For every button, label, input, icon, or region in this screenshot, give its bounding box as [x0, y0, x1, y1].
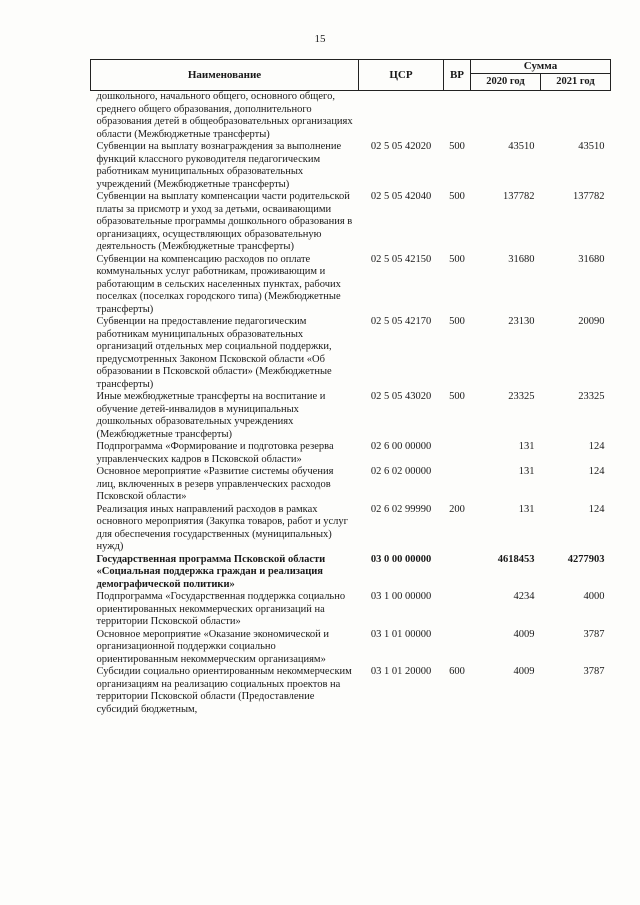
row-sum-2020: 131: [518, 466, 535, 477]
row-name: дошкольного, начального общего, основного общего, среднего общего образования, дополнительного образования детей в общеобразовательных организациях области (Межбюджетные трансферты): [96, 91, 353, 140]
row-name: Основное мероприятие «Оказание экономической и организационной поддержки социально ориентированным некоммерческим организациям»: [96, 628, 330, 665]
row-csr: [359, 91, 444, 142]
row-sum-2021: 4277903: [567, 553, 605, 565]
budget-table: [90, 59, 611, 716]
row-sum-2020: 43510: [508, 141, 535, 152]
row-sum-2020: 4234: [513, 591, 535, 602]
row-vr: 500: [449, 253, 465, 265]
table-row: [91, 466, 611, 504]
row-vr: 500: [449, 191, 465, 202]
row-vr: [444, 629, 471, 667]
row-sum-2021: 31680: [578, 253, 605, 265]
table-row: [91, 591, 611, 629]
row-csr: 03 1 01 00000: [370, 628, 432, 640]
table-row: [91, 391, 611, 441]
row-csr: 02 6 00 00000: [370, 441, 432, 452]
row-sum-2020: 31680: [508, 253, 535, 265]
row-sum-2021: 4000: [583, 591, 605, 602]
row-name: Иные межбюджетные трансферты на воспитание и обучение детей-инвалидов в муниципальных дошкольных образовательных учреждениях (Межбюджетные трансферты): [96, 391, 326, 440]
row-sum-2020: 137782: [503, 191, 535, 202]
row-sum-2021: 124: [588, 441, 605, 452]
row-vr: 600: [449, 666, 465, 677]
row-sum-2021: 124: [588, 466, 605, 477]
row-csr: 02 5 05 42150: [370, 253, 432, 265]
row-sum-2020: 4618453: [497, 553, 535, 565]
table-row: [91, 666, 611, 716]
row-name: Основное мероприятие «Развитие системы обучения лиц, включенных в резерв управленческих расходов Псковской области»: [96, 466, 334, 502]
row-vr: [444, 591, 471, 629]
table-row: [91, 191, 611, 254]
row-sum-2020: 131: [518, 441, 535, 452]
row-name: Реализация иных направлений расходов в рамках основного мероприятия (Закупка товаров, работ и услуг для обеспечения государственных (муниципальных) нужд): [96, 503, 348, 552]
table-body: [91, 91, 611, 717]
row-name: Субвенции на выплату вознаграждения за выполнение функций классного руководителя педагогическим работникам муниципальных образовательных учреждений (Межбюджетные трансферты): [96, 141, 342, 190]
row-vr: 200: [449, 503, 465, 515]
header-name: Наименование: [91, 60, 359, 91]
row-vr: 500: [449, 316, 465, 327]
row-vr: [444, 466, 471, 504]
row-sum-2021: [541, 91, 611, 142]
row-name: Субсидии социально ориентированным некоммерческим организациям на реализацию социальных проектов на территории Псковской области (Предоставление субсидий бюджетным,: [96, 666, 352, 715]
table-row: [91, 441, 611, 466]
table-row: [91, 91, 611, 142]
table-row: [91, 554, 611, 592]
row-name: Субвенции на предоставление педагогическим работникам муниципальных образовательных организаций отдельных мер социальной поддержки, предусмотренных Законом Псковской области «Об образовании в Псковской области» (Межбюджетные трансферты): [96, 316, 332, 390]
row-name: Субвенции на компенсацию расходов по оплате коммунальных услуг работникам, проживающим и работающим в сельских населенных пунктах, рабочих поселках (поселках городского типа) (Межбюджетные трансферты): [96, 253, 341, 315]
row-csr: 02 5 05 42170: [370, 316, 432, 327]
row-sum-2020: 4009: [513, 628, 535, 640]
row-csr: 02 5 05 42020: [370, 141, 432, 152]
table-row: [91, 504, 611, 554]
row-sum-2020: 23325: [508, 391, 535, 402]
row-csr: 02 5 05 43020: [370, 391, 432, 402]
row-csr: 02 6 02 00000: [370, 466, 432, 477]
budget-table-container: [90, 59, 610, 716]
row-sum-2021: 43510: [578, 141, 605, 152]
table-row: [91, 141, 611, 191]
row-sum-2020: 4009: [513, 666, 535, 677]
row-sum-2021: 3787: [583, 666, 605, 677]
row-csr: 03 1 01 20000: [370, 666, 432, 677]
row-sum-2020: 131: [518, 503, 535, 515]
page-number: 15: [314, 33, 326, 45]
row-sum-2020: [471, 91, 541, 142]
header-csr: ЦСР: [359, 60, 444, 91]
row-sum-2020: 23130: [508, 316, 535, 327]
row-vr: [444, 554, 471, 592]
row-name: Государственная программа Псковской области «Социальная поддержка граждан и реализация демографической политики»: [96, 553, 326, 590]
row-vr: [444, 441, 471, 466]
row-csr: 02 5 05 42040: [370, 191, 432, 202]
header-vr: ВР: [444, 60, 471, 91]
row-vr: 500: [449, 141, 465, 152]
row-sum-2021: 137782: [573, 191, 605, 202]
header-year-2020: 2020 год: [471, 73, 541, 90]
row-sum-2021: 20090: [578, 316, 605, 327]
row-csr: 03 1 00 00000: [370, 591, 432, 602]
header-sum: Сумма: [471, 60, 611, 74]
row-csr: 02 6 02 99990: [370, 503, 432, 515]
row-name: Подпрограмма «Формирование и подготовка резерва управленческих кадров в Псковской области»: [96, 441, 334, 465]
table-row: [91, 254, 611, 317]
row-vr: 500: [449, 391, 465, 402]
row-name: Субвенции на выплату компенсации части родительской платы за присмотр и уход за детьми, осваивающими образовательные программы дошкольного образования в организациях, осуществляющих образовательную деятельность (Межбюджетные трансферты): [96, 191, 353, 252]
table-row: [91, 629, 611, 667]
row-sum-2021: 3787: [583, 628, 605, 640]
table-header: [91, 60, 611, 91]
table-row: [91, 316, 611, 391]
row-vr: [444, 91, 471, 142]
header-year-2021: 2021 год: [541, 73, 611, 90]
row-sum-2021: 23325: [578, 391, 605, 402]
row-name: Подпрограмма «Государственная поддержка социально ориентированных некоммерческих организаций на территории Псковской области»: [96, 591, 346, 627]
row-csr: 03 0 00 00000: [370, 553, 432, 565]
row-sum-2021: 124: [588, 503, 605, 515]
